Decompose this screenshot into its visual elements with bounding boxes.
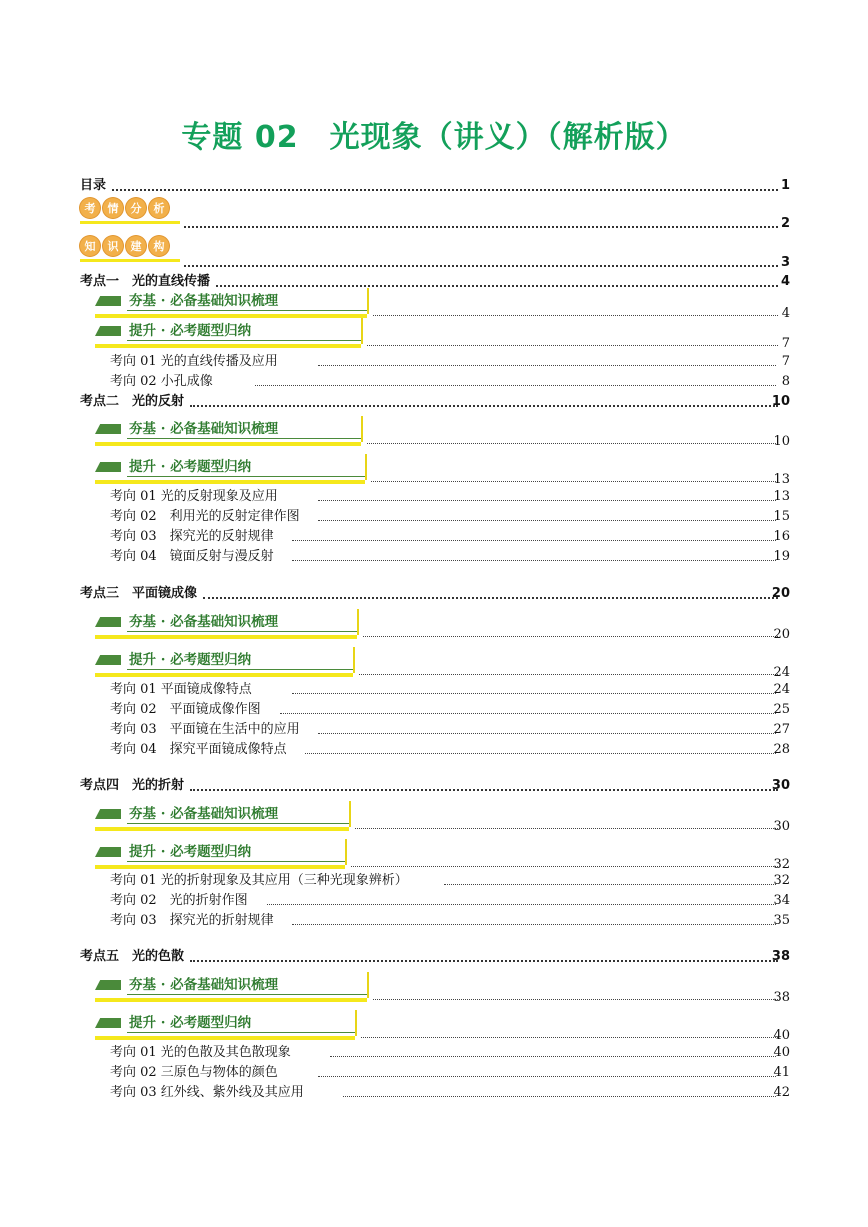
toc-label: 考点一 光的直线传播 [80, 274, 211, 289]
band-label: 提升 · 必考题型归纳 [129, 1015, 252, 1031]
band-tisheng [95, 458, 365, 480]
band-divider [345, 839, 347, 865]
band-divider [353, 647, 355, 673]
toc-label: 考向 02 利用光的反射定律作图 [110, 509, 300, 524]
leader-dots [255, 385, 776, 386]
toc-page: 38 [773, 990, 790, 1005]
leader-dots [363, 636, 778, 637]
toc-item[interactable] [0, 700, 868, 720]
badge-char: 建 [126, 236, 146, 256]
leader-dots [371, 481, 778, 482]
toc-entry-jichu[interactable] [0, 613, 868, 643]
leader-dots [280, 713, 776, 714]
toc-label: 考点五 光的色散 [80, 949, 185, 964]
band-divider [349, 801, 351, 827]
green-chip-icon [95, 655, 121, 665]
toc-item[interactable] [0, 1063, 868, 1083]
toc-label: 考向 01 光的折射现象及其应用（三种光现象辨析） [110, 873, 408, 888]
badge-char: 考 [80, 198, 100, 218]
green-chip-icon [95, 847, 121, 857]
toc-page: 4 [781, 306, 790, 321]
toc-item[interactable] [0, 352, 868, 372]
band-jichu [95, 292, 367, 314]
leader-dots [190, 405, 778, 407]
toc-page: 38 [771, 949, 790, 964]
band-label: 夯基 · 必备基础知识梳理 [129, 293, 279, 309]
band-label: 夯基 · 必备基础知识梳理 [129, 806, 279, 822]
leader-dots [305, 753, 776, 754]
toc-label: 考向 03 红外线、紫外线及其应用 [110, 1085, 304, 1100]
toc-page: 34 [773, 893, 790, 908]
toc-page: 16 [773, 529, 790, 544]
toc-label: 考点二 光的反射 [80, 394, 185, 409]
band-highlight [95, 635, 357, 639]
leader-dots [292, 540, 776, 541]
toc-item[interactable] [0, 507, 868, 527]
badge-underline [80, 221, 180, 224]
leader-dots [373, 999, 778, 1000]
band-highlight [95, 998, 367, 1002]
badge-char: 知 [80, 236, 100, 256]
badge-char: 构 [149, 236, 169, 256]
toc-entry-jichu[interactable] [0, 292, 868, 322]
toc-page: 20 [771, 586, 790, 601]
toc-label: 考向 02 光的折射作图 [110, 893, 248, 908]
toc-entry-tisheng[interactable] [0, 322, 868, 352]
toc-page: 7 [781, 354, 790, 369]
toc-page: 10 [771, 394, 790, 409]
leader-dots [292, 560, 776, 561]
toc-item[interactable] [0, 1043, 868, 1063]
toc-label: 考向 03 平面镜在生活中的应用 [110, 722, 300, 737]
toc-page: 30 [771, 778, 790, 793]
toc-page: 32 [773, 873, 790, 888]
band-underline [127, 310, 367, 311]
toc-page: 13 [773, 489, 790, 504]
leader-dots [292, 924, 776, 925]
toc-page: 27 [773, 722, 790, 737]
leader-dots [292, 693, 776, 694]
band-highlight [95, 673, 353, 677]
band-underline [127, 1032, 355, 1033]
green-chip-icon [95, 296, 121, 306]
toc-label: 考点三 平面镜成像 [80, 586, 198, 601]
leader-dots [318, 1076, 776, 1077]
toc-page: 32 [773, 857, 790, 872]
badge-char: 分 [126, 198, 146, 218]
toc-page: 35 [773, 913, 790, 928]
page-title: 专题 02 光现象（讲义）（解析版） [181, 120, 687, 155]
toc-entry-mulu[interactable] [0, 176, 868, 196]
toc-entry-tisheng[interactable] [0, 1014, 868, 1044]
toc-page: 24 [773, 682, 790, 697]
toc-page: 7 [781, 336, 790, 351]
leader-dots [318, 365, 776, 366]
toc-item[interactable] [0, 871, 868, 891]
toc-section-heading[interactable] [0, 947, 868, 967]
band-highlight [95, 480, 365, 484]
toc-label: 考向 01 平面镜成像特点 [110, 682, 252, 697]
leader-dots [361, 1037, 778, 1038]
leader-dots [318, 520, 776, 521]
toc-page: 30 [773, 819, 790, 834]
leader-dots [373, 315, 778, 316]
toc-label: 考向 02 三原色与物体的颜色 [110, 1065, 278, 1080]
green-chip-icon [95, 980, 121, 990]
band-label: 夯基 · 必备基础知识梳理 [129, 977, 279, 993]
toc-entry-tisheng[interactable] [0, 458, 868, 488]
toc-item[interactable] [0, 720, 868, 740]
toc-entry-kaoqing[interactable] [0, 198, 868, 234]
leader-dots [190, 789, 778, 791]
toc-page: 4 [780, 274, 790, 289]
toc-page: 10 [773, 434, 790, 449]
band-highlight [95, 314, 367, 318]
leader-dots [351, 866, 778, 867]
band-tisheng [95, 1014, 355, 1036]
kaoqing-badges [80, 198, 169, 218]
toc-entry-tisheng[interactable] [0, 843, 868, 873]
leader-dots [355, 828, 778, 829]
toc-page: 40 [773, 1028, 790, 1043]
band-divider [367, 288, 369, 314]
band-underline [127, 438, 361, 439]
band-divider [361, 318, 363, 344]
toc-page: 42 [773, 1085, 790, 1100]
band-highlight [95, 865, 345, 869]
toc-page: 40 [773, 1045, 790, 1060]
toc-page: 3 [780, 255, 790, 270]
leader-dots [367, 345, 778, 346]
toc-entry-jichu[interactable] [0, 805, 868, 835]
band-jichu [95, 805, 349, 827]
green-chip-icon [95, 462, 121, 472]
band-divider [361, 416, 363, 442]
toc-page: 13 [773, 472, 790, 487]
leader-dots [343, 1096, 776, 1097]
toc-item[interactable] [0, 547, 868, 567]
green-chip-icon [95, 424, 121, 434]
leader-dots [190, 960, 778, 962]
band-underline [127, 823, 349, 824]
band-tisheng [95, 322, 361, 344]
band-divider [367, 972, 369, 998]
toc-section-heading[interactable] [0, 776, 868, 796]
band-highlight [95, 1036, 355, 1040]
toc-label: 考向 04 镜面反射与漫反射 [110, 549, 274, 564]
toc-page: 8 [781, 374, 790, 389]
toc-item[interactable] [0, 680, 868, 700]
toc-item[interactable] [0, 527, 868, 547]
badge-char: 识 [103, 236, 123, 256]
toc-label: 考点四 光的折射 [80, 778, 185, 793]
leader-dots [216, 285, 778, 287]
band-jichu [95, 420, 361, 442]
band-underline [127, 861, 345, 862]
band-highlight [95, 827, 349, 831]
band-tisheng [95, 843, 345, 865]
leader-dots [184, 226, 778, 228]
toc-page: 2 [780, 216, 790, 231]
toc-label: 考向 02 小孔成像 [110, 374, 213, 389]
band-underline [127, 994, 367, 995]
toc-page: 15 [773, 509, 790, 524]
band-tisheng [95, 651, 353, 673]
green-chip-icon [95, 326, 121, 336]
toc-item[interactable] [0, 740, 868, 760]
green-chip-icon [95, 1018, 121, 1028]
leader-dots [318, 733, 776, 734]
toc-entry-tisheng[interactable] [0, 651, 868, 681]
green-chip-icon [95, 809, 121, 819]
leader-dots [359, 674, 778, 675]
toc-label: 考向 03 探究光的反射规律 [110, 529, 274, 544]
band-highlight [95, 344, 361, 348]
band-jichu [95, 613, 357, 635]
toc-entry-jichu[interactable] [0, 420, 868, 450]
band-jichu [95, 976, 367, 998]
badge-underline [80, 259, 180, 262]
band-underline [127, 631, 357, 632]
band-divider [357, 609, 359, 635]
toc-page: 1 [780, 178, 790, 193]
toc-page: 41 [773, 1065, 790, 1080]
band-underline [127, 669, 353, 670]
toc-section-heading[interactable] [0, 392, 868, 412]
band-underline [127, 476, 365, 477]
toc-page: 25 [773, 702, 790, 717]
band-label: 提升 · 必考题型归纳 [129, 459, 252, 475]
band-divider [365, 454, 367, 480]
band-underline [127, 340, 361, 341]
toc-section-heading[interactable] [0, 272, 868, 292]
band-highlight [95, 442, 361, 446]
toc-page: 24 [773, 665, 790, 680]
toc-label: 考向 04 探究平面镜成像特点 [110, 742, 287, 757]
toc-label: 考向 02 平面镜成像作图 [110, 702, 261, 717]
toc-entry-zhishi[interactable] [0, 236, 868, 272]
band-label: 夯基 · 必备基础知识梳理 [129, 421, 279, 437]
band-label: 提升 · 必考题型归纳 [129, 652, 252, 668]
toc-label: 考向 01 光的色散及其色散现象 [110, 1045, 291, 1060]
leader-dots [367, 443, 778, 444]
toc-label: 目录 [80, 178, 107, 193]
band-divider [355, 1010, 357, 1036]
toc-item[interactable] [0, 487, 868, 507]
band-label: 提升 · 必考题型归纳 [129, 323, 252, 339]
leader-dots [112, 189, 778, 191]
toc-section-heading[interactable] [0, 584, 868, 604]
toc-item[interactable] [0, 911, 868, 931]
toc-item[interactable] [0, 891, 868, 911]
toc-label: 考向 01 光的直线传播及应用 [110, 354, 278, 369]
band-label: 提升 · 必考题型归纳 [129, 844, 252, 860]
toc-entry-jichu[interactable] [0, 976, 868, 1006]
toc-label: 考向 03 探究光的折射规律 [110, 913, 274, 928]
band-label: 夯基 · 必备基础知识梳理 [129, 614, 279, 630]
toc-item[interactable] [0, 372, 868, 392]
leader-dots [203, 597, 778, 599]
toc-page: 20 [773, 627, 790, 642]
leader-dots [330, 1056, 776, 1057]
toc-label: 考向 01 光的反射现象及应用 [110, 489, 278, 504]
badge-char: 析 [149, 198, 169, 218]
leader-dots [184, 265, 778, 267]
green-chip-icon [95, 617, 121, 627]
toc-page: 19 [773, 549, 790, 564]
toc-item[interactable] [0, 1083, 868, 1103]
zhishi-badges [80, 236, 169, 256]
leader-dots [318, 500, 776, 501]
toc-page: 28 [773, 742, 790, 757]
leader-dots [267, 904, 776, 905]
leader-dots [444, 884, 776, 885]
badge-char: 情 [103, 198, 123, 218]
